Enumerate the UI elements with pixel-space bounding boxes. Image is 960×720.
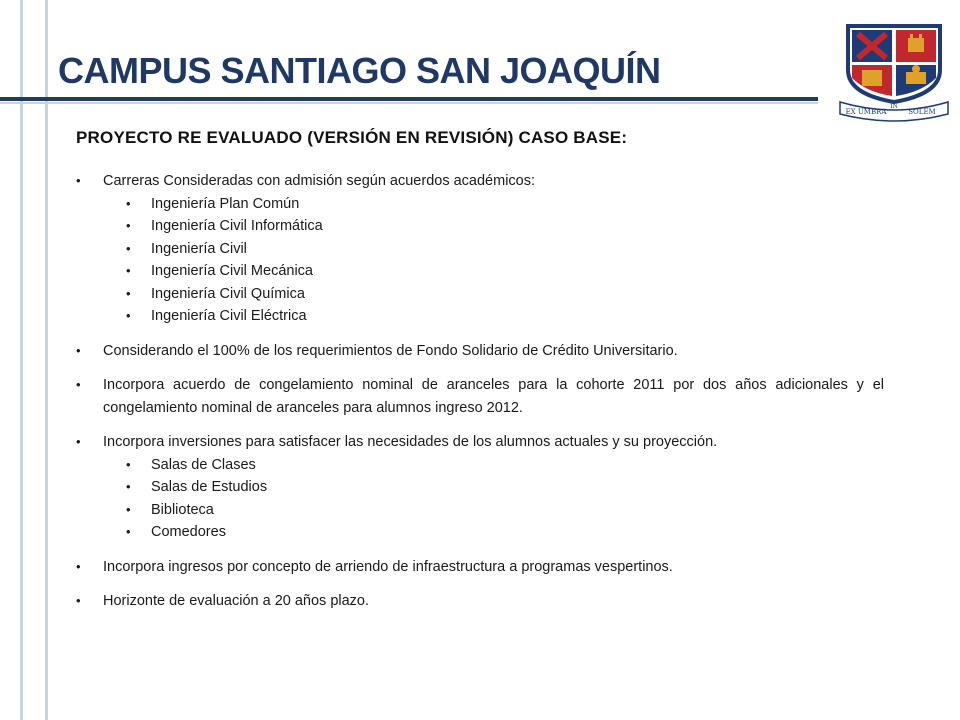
crest-motto-3: SOLEM [908, 108, 936, 116]
bullet-fondo-solidario [76, 340, 884, 363]
sub-bullet-list [103, 454, 884, 544]
header-rule-light [0, 102, 818, 104]
bullet-horizonte [76, 590, 884, 613]
bullet-text: Incorpora inversiones para satisfacer las necesidades de los alumnos actuales y su proyección. [103, 434, 718, 450]
bullet-text: Incorpora ingresos por concepto de arriendo de infraestructura a programas vespertinos. [103, 558, 673, 575]
bullet-text: Carreras Consideradas con admisión según acuerdos académicos: [103, 173, 536, 189]
sub-bullet: • Ingeniería Plan Común [103, 193, 884, 216]
bullet-list [76, 170, 884, 613]
left-decor-line-1 [20, 0, 23, 720]
bullet-congelamiento [76, 374, 884, 419]
crest-motto-2: IN [890, 103, 898, 110]
left-decor-line-2 [45, 0, 48, 720]
slide-content [76, 128, 884, 625]
sub-bullet: • Ingeniería Civil Mecánica [103, 260, 884, 283]
bullet-text: Horizonte de evaluación a 20 años plazo. [103, 593, 370, 609]
sub-bullet: • Salas de Estudios [103, 476, 884, 499]
bullet-arriendo [76, 556, 884, 579]
sub-bullet: • Comedores [103, 521, 884, 544]
university-crest-logo [836, 18, 952, 128]
sub-bullet: • Biblioteca [103, 499, 884, 522]
header-rule [0, 97, 818, 101]
bullet-inversiones [76, 431, 884, 544]
bullet-text: Incorpora acuerdo de congelamiento nominal de aranceles para la cohorte 2011 por dos años adicionales y el congelamiento nominal de aranceles para alumnos ingreso 2012. [103, 377, 884, 416]
bullet-text: Considerando el 100% de los requerimientos de Fondo Solidario de Crédito Universitario. [103, 342, 678, 359]
bullet-careers [76, 170, 884, 328]
sub-bullet: • Ingeniería Civil [103, 238, 884, 261]
slide-title: CAMPUS SANTIAGO SAN JOAQUÍN [58, 50, 661, 91]
crest-motto-1: EX UMBRA [845, 108, 887, 116]
section-subtitle: PROYECTO RE EVALUADO (VERSIÓN EN REVISIÓN) CASO BASE: [76, 128, 628, 147]
sub-bullet: • Ingeniería Civil Eléctrica [103, 305, 884, 328]
sub-bullet: • Salas de Clases [103, 454, 884, 477]
sub-bullet: • Ingeniería Civil Química [103, 283, 884, 306]
sub-bullet: • Ingeniería Civil Informática [103, 215, 884, 238]
sub-bullet-list [103, 193, 884, 328]
